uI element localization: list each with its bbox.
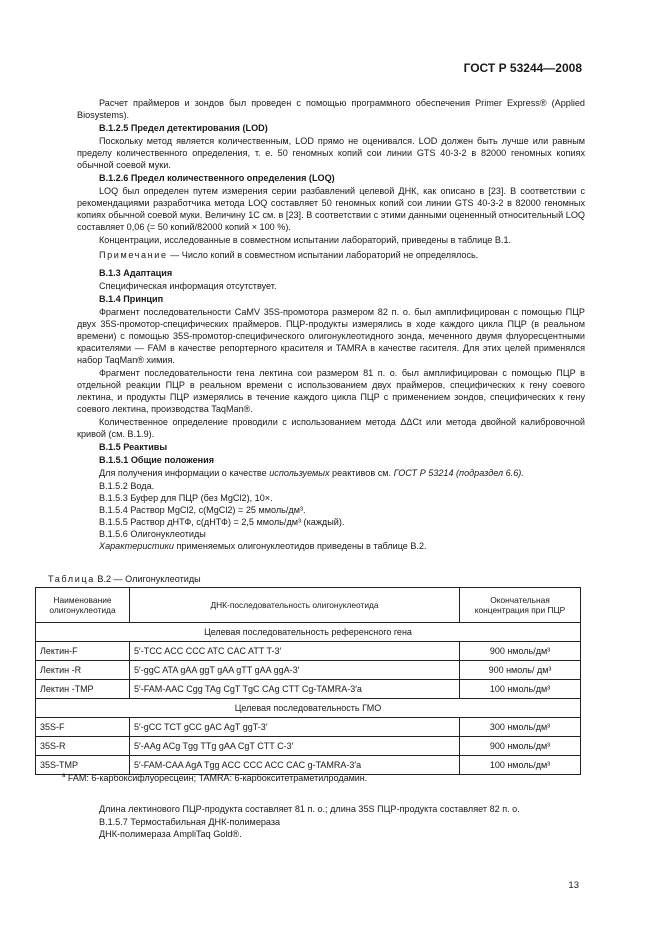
table-row xyxy=(36,680,581,699)
table-row xyxy=(36,737,581,756)
header-name: Наименование олигонуклеотида xyxy=(36,588,130,623)
paragraph-primer-calc: Расчет праймеров и зондов был проведен с помощью программного обеспечения Primer Express® (Applied Biosystems). xyxy=(77,98,585,120)
note xyxy=(77,249,585,261)
table-header-row xyxy=(36,588,581,623)
paragraph-adaptation: Специфическая информация отсутствует. xyxy=(99,281,277,291)
paragraph-principle-2: Фрагмент последовательности гена лектина сои размером 81 п. о. был амплифицирован с помощью ПЦР в отдельной реакции ПЦР в реальном времени с использованием двух праймеров, специфических к гену соевого лектина, и продукты ПЦР измерялись в течение каждого цикла ПЦР с применением зондов, специфических к гену соевого лектина, производства TaqMan®. xyxy=(77,368,585,414)
paragraph-characteristics xyxy=(77,540,585,552)
cell-concentration: 300 нмоль/дм³ xyxy=(460,718,581,737)
heading-loq: В.1.2.6 Предел количественного определения (LOQ) xyxy=(99,173,335,183)
table-row xyxy=(36,718,581,737)
table-row xyxy=(36,661,581,680)
general-text-d: ГОСТ Р 53214 (подраздел 6.6). xyxy=(393,468,524,478)
paragraph-concentrations: Концентрации, исследованные в совместном испытании лабораторий, приведены в таблице В.1. xyxy=(99,235,512,245)
reagent-water: В.1.5.2 Вода. xyxy=(99,481,155,491)
reagent-dntp: В.1.5.5 Раствор дНТФ, c(дНТФ) = 2,5 ммоль/дм³ (каждый). xyxy=(99,517,345,527)
general-text-b: используемых xyxy=(269,468,330,478)
cell-concentration: 100 нмоль/дм³ xyxy=(460,680,581,699)
table-caption-label: Таблица xyxy=(48,574,95,584)
cell-name: Лектин-F xyxy=(36,642,130,661)
paragraph-loq: LOQ был определен путем измерения серии разбавлений целевой ДНК, как описано в [23]. В соответствии с рекомендациями разработчика метода LOQ составляет 50 геномных копий сои линии GTS 40-3-2 в 82000 геномных копиях обычной соевой муки. Величину 1С см. в [23]. В соответствии с этими данными оцененный относительный LOQ составляет 0,06 (= 50 копий/82000 копий × 100 %). xyxy=(77,186,585,232)
cell-name: 35S-F xyxy=(36,718,130,737)
table-row xyxy=(36,642,581,661)
characteristics-text-a: Характеристики xyxy=(99,541,174,551)
table-caption-text: В.2 — Олигонуклеотиды xyxy=(94,574,201,584)
note-text: — Число копий в совместном испытании лабораторий не определялось. xyxy=(167,250,479,260)
characteristics-text-b: применяемых олигонуклеотидов приведены в таблице В.2. xyxy=(173,541,427,551)
table-group-row xyxy=(36,699,581,718)
cell-concentration: 900 нмоль/дм³ xyxy=(460,737,581,756)
cell-sequence: 5′-FAM-CAA AgA Tgg ACC CCC ACC CAC g-TAMRA-3′a xyxy=(130,756,460,775)
note-label: Примечание xyxy=(99,250,168,260)
heading-lod: В.1.2.5 Предел детектирования (LOD) xyxy=(99,123,268,133)
table-caption xyxy=(48,573,201,585)
cell-concentration: 900 нмоль/ дм³ xyxy=(460,661,581,680)
group-gmo: Целевая последовательность ГМО xyxy=(36,699,581,718)
heading-principle: В.1.4 Принцип xyxy=(99,294,164,304)
cell-sequence: 5′-FAM-AAC Cgg TAg CgT TgC CAg CTT Cg-TAMRA-3′a xyxy=(130,680,460,699)
cell-sequence: 5′-AAg ACg Tgg TTg gAA CgT CTT C-3′ xyxy=(130,737,460,756)
table-group-row xyxy=(36,623,581,642)
cell-sequence: 5′-ggC ATA gAA ggT gAA gTT gAA ggA-3′ xyxy=(130,661,460,680)
paragraph-polymerase: ДНК-полимераза AmpliTaq Gold®. xyxy=(99,829,242,839)
group-reference: Целевая последовательность референсного гена xyxy=(36,623,581,642)
cell-concentration: 100 нмоль/дм³ xyxy=(460,756,581,775)
document-header: ГОСТ Р 53244—2008 xyxy=(463,61,582,75)
footnote-text: FAM: 6-карбоксифлуоресцеин; TAMRA: 6-карбокситетраметилродамин. xyxy=(67,773,368,783)
paragraph-general xyxy=(77,467,585,479)
cell-name: 35S-R xyxy=(36,737,130,756)
cell-sequence: 5′-gCC TCT gCC gAC AgT ggT-3′ xyxy=(130,718,460,737)
cell-sequence: 5′-TCC ACC CCC ATC CAC ATT T-3′ xyxy=(130,642,460,661)
cell-name: Лектин -R xyxy=(36,661,130,680)
paragraph-product-length: Длина лектинового ПЦР-продукта составляет 81 п. о.; длина 35S ПЦР-продукта составляет 82 п. о. xyxy=(99,804,520,814)
paragraph-lod: Поскольку метод является количественным, LOD прямо не оценивался. LOD должен быть лучше или равным пределу количественного определения, т. е. 50 геномных копий сои линии GTS 40-3-2 в 82000 геномных копиях обычной соевой муки. xyxy=(77,136,585,170)
oligonucleotides-table xyxy=(35,587,581,775)
reagent-polymerase: В.1.5.7 Термостабильная ДНК-полимераза xyxy=(99,817,281,827)
reagent-buffer: В.1.5.3 Буфер для ПЦР (без MgCl2), 10×. xyxy=(99,493,273,503)
reagent-oligonucleotides: В.1.5.6 Олигонуклеотиды xyxy=(99,529,206,539)
after-table-text xyxy=(77,803,585,841)
heading-reagents: В.1.5 Реактивы xyxy=(99,442,168,452)
heading-general: В.1.5.1 Общие положения xyxy=(99,455,215,465)
table-footnote xyxy=(62,772,367,784)
cell-concentration: 900 нмоль/дм³ xyxy=(460,642,581,661)
footnote-mark: a xyxy=(62,773,66,779)
cell-name: Лектин -TMP xyxy=(36,680,130,699)
general-text-a: Для получения информации о качестве xyxy=(99,468,270,478)
paragraph-principle-3: Количественное определение проводили с использованием метода ΔΔCt или метода двойной калибровочной кривой (см. В.1.9). xyxy=(77,417,585,439)
page-number: 13 xyxy=(568,880,579,891)
header-concentration: Окончательная концентрация при ПЦР xyxy=(460,588,581,623)
paragraph-principle-1: Фрагмент последовательности CaMV 35S-промотора размером 82 п. о. был амплифицирован с помощью ПЦР двух 35S-промотор-специфических праймеров. ПЦР-продукты измерялись в ходе каждого цикла ПЦР (в реальном времени) с помощью 35S-промотор-специфического олигонуклеотидного зонда, меченного двумя флуоресцентными красителями — FAM в качестве репортерного красителя и TAMRA в качестве гасителя. Для этих целей применялся набор TaqMan® химия. xyxy=(77,307,585,365)
header-sequence: ДНК-последовательность олигонуклеотида xyxy=(130,588,460,623)
cell-name: 35S-TMP xyxy=(36,756,130,775)
main-text xyxy=(77,97,585,553)
reagent-mgcl2: В.1.5.4 Раствор MgCl2, c(MgCl2) = 25 ммоль/дм³. xyxy=(99,505,306,515)
general-text-c: реактивов см. xyxy=(329,468,394,478)
heading-adaptation: В.1.3 Адаптация xyxy=(99,268,173,278)
